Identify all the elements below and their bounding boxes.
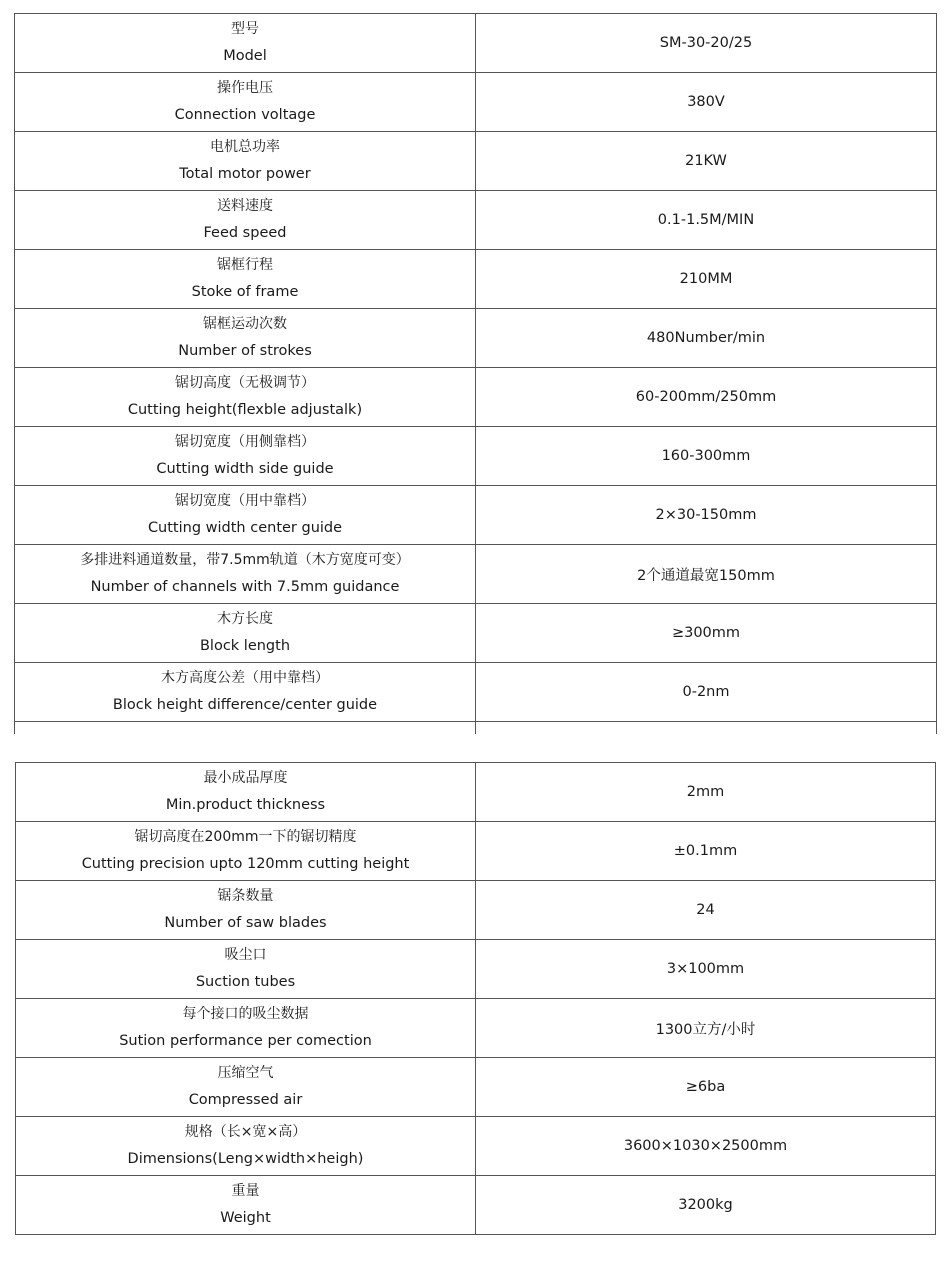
spec-label-cell — [16, 763, 476, 822]
spec-label-cell — [15, 545, 476, 604]
spec-label-chinese: 木方长度 — [217, 611, 273, 627]
spec-row — [15, 427, 937, 486]
spec-label-chinese: 锯框行程 — [217, 257, 273, 273]
spec-label-english: Cutting width side guide — [156, 461, 334, 477]
spec-value-cell: 160-300mm — [476, 427, 937, 486]
spec-label-cell — [16, 940, 476, 999]
spec-label-english: Block height difference/center guide — [112, 697, 378, 713]
spec-label-english: Compressed air — [188, 1092, 303, 1108]
spec-label-chinese: 型号 — [231, 21, 259, 37]
spec-value-cell: 0.1-1.5M/MIN — [476, 191, 937, 250]
spec-value-cell: 3600×1030×2500mm — [476, 1117, 936, 1176]
spec-label-english: Sution performance per comection — [119, 1033, 372, 1049]
spec-value-cell: 60-200mm/250mm — [476, 368, 937, 427]
spec-label-chinese: 压缩空气 — [217, 1065, 274, 1081]
spec-label-english: Dimensions(Leng×width×heigh) — [127, 1151, 364, 1167]
spec-row — [16, 940, 936, 999]
spec-label-english: Feed speed — [203, 225, 287, 241]
spec-label-english: Suction tubes — [195, 974, 296, 990]
spec-value-cell: 380V — [476, 73, 937, 132]
spec-label-english: Number of strokes — [178, 343, 312, 359]
spec-value-cell: 2mm — [476, 763, 936, 822]
spec-label-english: Total motor power — [179, 166, 311, 182]
spec-value-cell: ±0.1mm — [476, 822, 936, 881]
spec-label-cell — [15, 250, 476, 309]
spec-row — [16, 999, 936, 1058]
spec-row — [16, 1176, 936, 1235]
spec-row — [16, 763, 936, 822]
spec-label-english: Stoke of frame — [191, 284, 299, 300]
spec-row — [16, 822, 936, 881]
spec-label-cell — [16, 1117, 476, 1176]
spec-row — [15, 663, 937, 722]
table-continuation-row — [15, 722, 937, 734]
spec-row — [15, 486, 937, 545]
spec-value-cell: 21KW — [476, 132, 937, 191]
spec-label-chinese: 木方高度公差（用中靠档） — [161, 670, 329, 686]
spec-row — [16, 1058, 936, 1117]
spec-label-english: Block length — [199, 638, 291, 654]
spec-row — [15, 309, 937, 368]
spec-label-cell — [15, 14, 476, 73]
spec-label-english: Cutting height(flexble adjustalk) — [127, 402, 363, 418]
spec-value-cell: 480Number/min — [476, 309, 937, 368]
spec-label-english: Connection voltage — [174, 107, 316, 123]
spec-label-english: Weight — [220, 1210, 271, 1226]
spec-row — [16, 881, 936, 940]
spec-value-cell: 0-2nm — [476, 663, 937, 722]
spec-label-cell — [15, 368, 476, 427]
spec-value-cell: ≥6ba — [476, 1058, 936, 1117]
spec-table-part-2 — [15, 762, 936, 1235]
spec-label-chinese: 每个接口的吸尘数据 — [182, 1006, 309, 1022]
spec-label-chinese: 多排进料通道数量，带7.5mm轨道（木方宽度可变） — [80, 552, 410, 568]
spec-label-cell — [16, 999, 476, 1058]
spec-value-cell: 2个通道最宽150mm — [476, 545, 937, 604]
spec-value-cell: 2×30-150mm — [476, 486, 937, 545]
spec-row — [15, 604, 937, 663]
spec-label-cell — [16, 822, 476, 881]
spec-label-chinese: 最小成品厚度 — [203, 770, 288, 786]
table-continuation-cell — [476, 722, 937, 734]
spec-label-english: Min.product thickness — [165, 797, 326, 813]
spec-row — [15, 14, 937, 73]
spec-label-english: Cutting width center guide — [147, 520, 343, 536]
spec-label-cell — [16, 1176, 476, 1235]
spec-label-cell — [15, 73, 476, 132]
spec-label-chinese: 送料速度 — [217, 198, 273, 214]
spec-label-cell — [15, 132, 476, 191]
spec-label-english: Number of saw blades — [164, 915, 327, 931]
spec-value-cell: SM-30-20/25 — [476, 14, 937, 73]
spec-label-english: Cutting precision upto 120mm cutting height — [81, 856, 410, 872]
spec-label-chinese: 锯切高度在200mm一下的锯切精度 — [134, 829, 357, 845]
spec-label-chinese: 吸尘口 — [224, 947, 267, 963]
spec-label-english: Number of channels with 7.5mm guidance — [90, 579, 400, 595]
spec-label-chinese: 锯框运动次数 — [203, 316, 287, 332]
spec-row — [15, 250, 937, 309]
spec-label-chinese: 锯切高度（无极调节） — [175, 375, 315, 391]
spec-row — [15, 132, 937, 191]
spec-value-cell: 210MM — [476, 250, 937, 309]
spec-label-chinese: 规格（长×宽×高） — [184, 1124, 307, 1140]
spec-row — [15, 73, 937, 132]
spec-label-cell — [15, 309, 476, 368]
spec-label-chinese: 重量 — [231, 1183, 260, 1199]
spec-row — [15, 191, 937, 250]
spec-label-cell — [16, 1058, 476, 1117]
spec-label-chinese: 电机总功率 — [210, 139, 280, 155]
spec-label-cell — [15, 663, 476, 722]
spec-label-cell — [16, 881, 476, 940]
spec-table-part-1 — [14, 13, 937, 734]
spec-value-cell: 24 — [476, 881, 936, 940]
spec-value-cell: ≥300mm — [476, 604, 937, 663]
spec-row — [16, 1117, 936, 1176]
table-continuation-cell — [15, 722, 476, 734]
spec-value-cell: 1300立方/小时 — [476, 999, 936, 1058]
spec-label-cell — [15, 191, 476, 250]
spec-row — [15, 545, 937, 604]
spec-row — [15, 368, 937, 427]
spec-value-cell: 3200kg — [476, 1176, 936, 1235]
spec-label-chinese: 操作电压 — [217, 80, 273, 96]
spec-label-chinese: 锯切宽度（用侧靠档） — [175, 434, 315, 450]
spec-label-english: Model — [223, 48, 267, 64]
spec-label-cell — [15, 427, 476, 486]
spec-label-cell — [15, 486, 476, 545]
spec-label-chinese: 锯条数量 — [217, 888, 274, 904]
spec-value-cell: 3×100mm — [476, 940, 936, 999]
spec-label-chinese: 锯切宽度（用中靠档） — [175, 493, 315, 509]
spec-label-cell — [15, 604, 476, 663]
